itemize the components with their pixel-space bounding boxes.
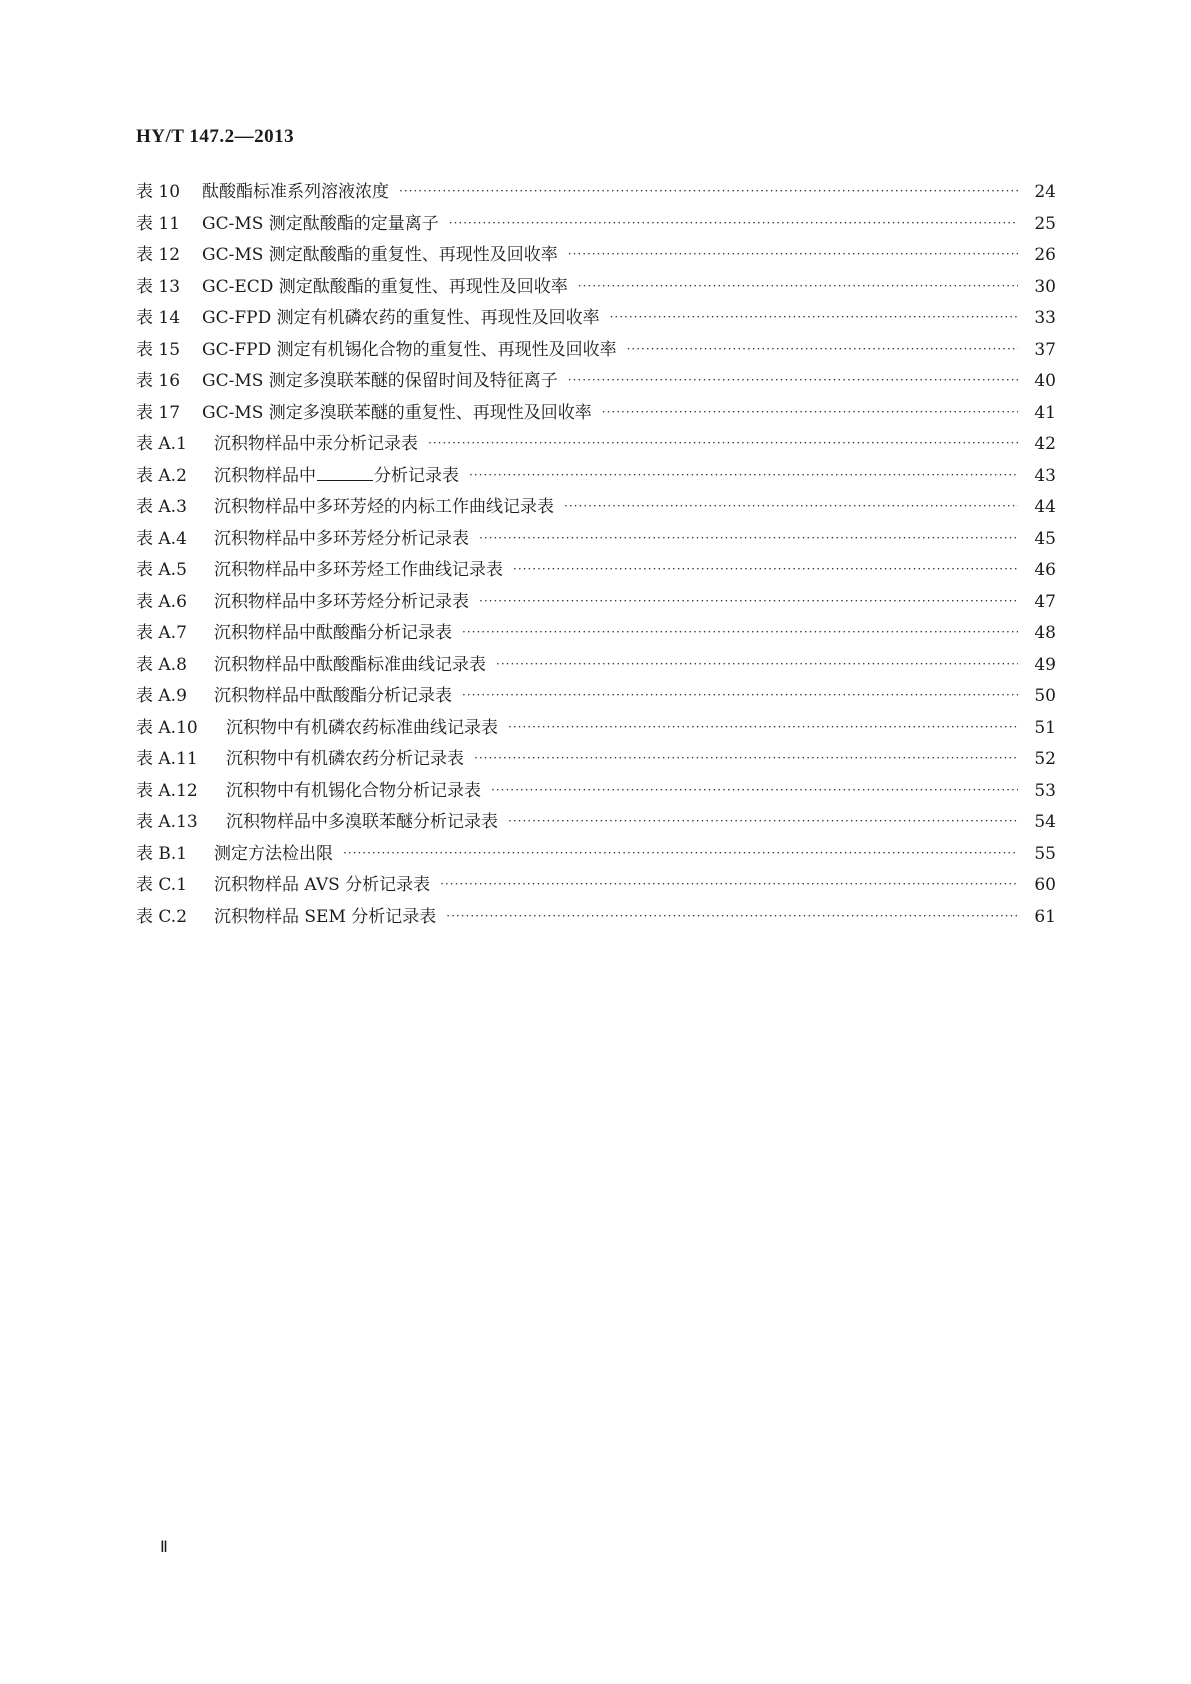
toc-title: 沉积物样品 SEM 分析记录表: [214, 906, 437, 927]
toc-page: 41: [1034, 402, 1056, 423]
toc-title: 沉积物样品中多环芳烃分析记录表: [214, 528, 469, 549]
toc-label: 表 A.9: [136, 686, 187, 706]
toc-leader: [479, 523, 1018, 555]
toc-title: GC-MS 测定多溴联苯醚的保留时间及特征离子: [202, 371, 558, 391]
toc-title: 沉积物中有机锡化合物分析记录表: [226, 780, 481, 801]
toc-page: 24: [1034, 182, 1056, 202]
toc-leader: [462, 617, 1018, 649]
toc-page: 25: [1034, 213, 1056, 234]
toc-entry[interactable]: [136, 587, 1056, 619]
toc-entry[interactable]: [136, 524, 1056, 556]
toc-page: 37: [1034, 339, 1056, 360]
toc-title: 测定方法检出限: [214, 843, 333, 864]
toc-entry[interactable]: [136, 713, 1056, 745]
toc-entry[interactable]: [136, 902, 1056, 934]
toc-leader: [428, 428, 1018, 460]
toc-leader: [343, 838, 1018, 870]
toc-label: 表 A.13: [136, 812, 198, 832]
toc-leader: [568, 365, 1018, 397]
toc-page: 50: [1034, 686, 1056, 706]
toc-entry[interactable]: [136, 398, 1056, 430]
toc-title: GC-FPD 测定有机锡化合物的重复性、再现性及回收率: [202, 339, 617, 360]
toc-page: 52: [1034, 749, 1056, 769]
toc-entry[interactable]: [136, 461, 1056, 493]
toc-page: 51: [1034, 717, 1056, 738]
toc-leader: [491, 775, 1018, 807]
toc-leader: [496, 649, 1018, 681]
toc-leader: [578, 271, 1018, 303]
toc-entry[interactable]: [136, 870, 1056, 902]
toc-page: 55: [1034, 843, 1056, 864]
toc-leader: [508, 712, 1018, 744]
toc-label: 表 A.12: [136, 780, 198, 801]
toc-page: 48: [1034, 623, 1056, 643]
toc-label: 表 A.8: [136, 654, 187, 675]
toc-leader: [564, 491, 1018, 523]
toc-leader: [449, 208, 1018, 240]
toc-entry[interactable]: [136, 744, 1056, 776]
toc-entry[interactable]: [136, 177, 1056, 209]
toc-entry[interactable]: [136, 303, 1056, 335]
toc-leader: [508, 806, 1018, 838]
toc-title: 沉积物样品中酞酸酯分析记录表: [214, 686, 452, 706]
toc-entry[interactable]: [136, 555, 1056, 587]
fill-in-blank: [317, 466, 373, 481]
document-id-header: HY/T 147.2—2013: [136, 126, 295, 147]
toc-leader: [446, 901, 1018, 933]
toc-title: [214, 461, 469, 493]
toc-page: 45: [1034, 528, 1056, 549]
toc-leader: [568, 239, 1018, 271]
toc-label: 表 10: [136, 182, 181, 202]
toc-page: 33: [1034, 308, 1056, 328]
toc-leader: [479, 586, 1018, 618]
toc-entry[interactable]: [136, 618, 1056, 650]
toc-label: 表 A.11: [136, 749, 198, 769]
toc-label: 表 A.5: [136, 560, 187, 580]
toc-page: 54: [1034, 812, 1056, 832]
toc-title: 沉积物样品中多溴联苯醚分析记录表: [226, 812, 498, 832]
toc-title: GC-MS 测定酞酸酯的定量离子: [202, 213, 439, 234]
toc-title: GC-MS 测定酞酸酯的重复性、再现性及回收率: [202, 245, 558, 265]
toc-entry[interactable]: [136, 681, 1056, 713]
toc-title: 沉积物样品中多环芳烃分析记录表: [214, 591, 469, 612]
toc-leader: [513, 554, 1018, 586]
toc-page: 60: [1034, 875, 1056, 895]
toc-leader: [610, 302, 1018, 334]
toc-label: 表 14: [136, 308, 181, 328]
toc-page: 44: [1034, 497, 1056, 517]
toc-label: 表 A.4: [136, 528, 187, 549]
toc-page: 53: [1034, 780, 1056, 801]
toc-label: 表 11: [136, 213, 181, 234]
toc-title: 沉积物样品中多环芳烃的内标工作曲线记录表: [214, 497, 554, 517]
toc-page: 46: [1034, 560, 1056, 580]
toc-leader: [440, 869, 1018, 901]
toc-entry[interactable]: [136, 492, 1056, 524]
toc-page: 49: [1034, 654, 1056, 675]
toc-label: 表 A.10: [136, 717, 198, 738]
toc-label: 表 A.2: [136, 465, 187, 486]
toc-title: 沉积物样品中多环芳烃工作曲线记录表: [214, 560, 503, 580]
toc-leader: [627, 334, 1018, 366]
toc-label: 表 12: [136, 245, 181, 265]
toc-label: 表 15: [136, 339, 181, 360]
toc-title: 沉积物样品中酞酸酯标准曲线记录表: [214, 654, 486, 675]
page-number: Ⅱ: [160, 1539, 168, 1556]
toc-label: 表 A.3: [136, 497, 187, 517]
toc-entry[interactable]: [136, 366, 1056, 398]
toc-entry[interactable]: [136, 807, 1056, 839]
toc-label: 表 13: [136, 276, 181, 297]
toc-label: 表 B.1: [136, 843, 188, 864]
toc-title: 沉积物样品中酞酸酯分析记录表: [214, 623, 452, 643]
toc-page: 61: [1034, 906, 1056, 927]
toc-entry[interactable]: [136, 272, 1056, 304]
toc-page: 42: [1034, 434, 1056, 454]
toc-leader: [469, 460, 1018, 492]
toc-leader: [602, 397, 1018, 429]
toc-title: 沉积物样品 AVS 分析记录表: [214, 875, 431, 895]
toc-entry[interactable]: [136, 209, 1056, 241]
toc-title-suffix: 分析记录表: [374, 465, 459, 486]
toc-title: GC-MS 测定多溴联苯醚的重复性、再现性及回收率: [202, 402, 592, 423]
toc-entry[interactable]: [136, 650, 1056, 682]
toc-title: GC-ECD 测定酞酸酯的重复性、再现性及回收率: [202, 276, 568, 297]
toc-entry[interactable]: [136, 240, 1056, 272]
toc-title: GC-FPD 测定有机磷农药的重复性、再现性及回收率: [202, 308, 600, 328]
toc-leader: [399, 176, 1018, 208]
toc-page: 26: [1034, 245, 1056, 265]
toc-title: 沉积物样品中汞分析记录表: [214, 434, 418, 454]
table-of-contents: [136, 177, 1056, 933]
toc-page: 47: [1034, 591, 1056, 612]
toc-label: 表 17: [136, 402, 181, 423]
toc-entry[interactable]: [136, 776, 1056, 808]
toc-entry[interactable]: [136, 429, 1056, 461]
toc-label: 表 C.2: [136, 906, 188, 927]
toc-page: 30: [1034, 276, 1056, 297]
toc-leader: [462, 680, 1018, 712]
toc-entry[interactable]: [136, 335, 1056, 367]
toc-label: 表 A.1: [136, 434, 187, 454]
toc-page: 40: [1034, 371, 1056, 391]
toc-entry[interactable]: [136, 839, 1056, 871]
toc-title: 沉积物中有机磷农药分析记录表: [226, 749, 464, 769]
toc-page: 43: [1034, 465, 1056, 486]
toc-label: 表 C.1: [136, 875, 188, 895]
toc-label: 表 16: [136, 371, 181, 391]
toc-label: 表 A.6: [136, 591, 187, 612]
toc-title-prefix: 沉积物样品中: [214, 465, 316, 486]
toc-leader: [474, 743, 1018, 775]
toc-label: 表 A.7: [136, 623, 187, 643]
toc-title: 酞酸酯标准系列溶液浓度: [202, 182, 389, 202]
toc-title: 沉积物中有机磷农药标准曲线记录表: [226, 717, 498, 738]
